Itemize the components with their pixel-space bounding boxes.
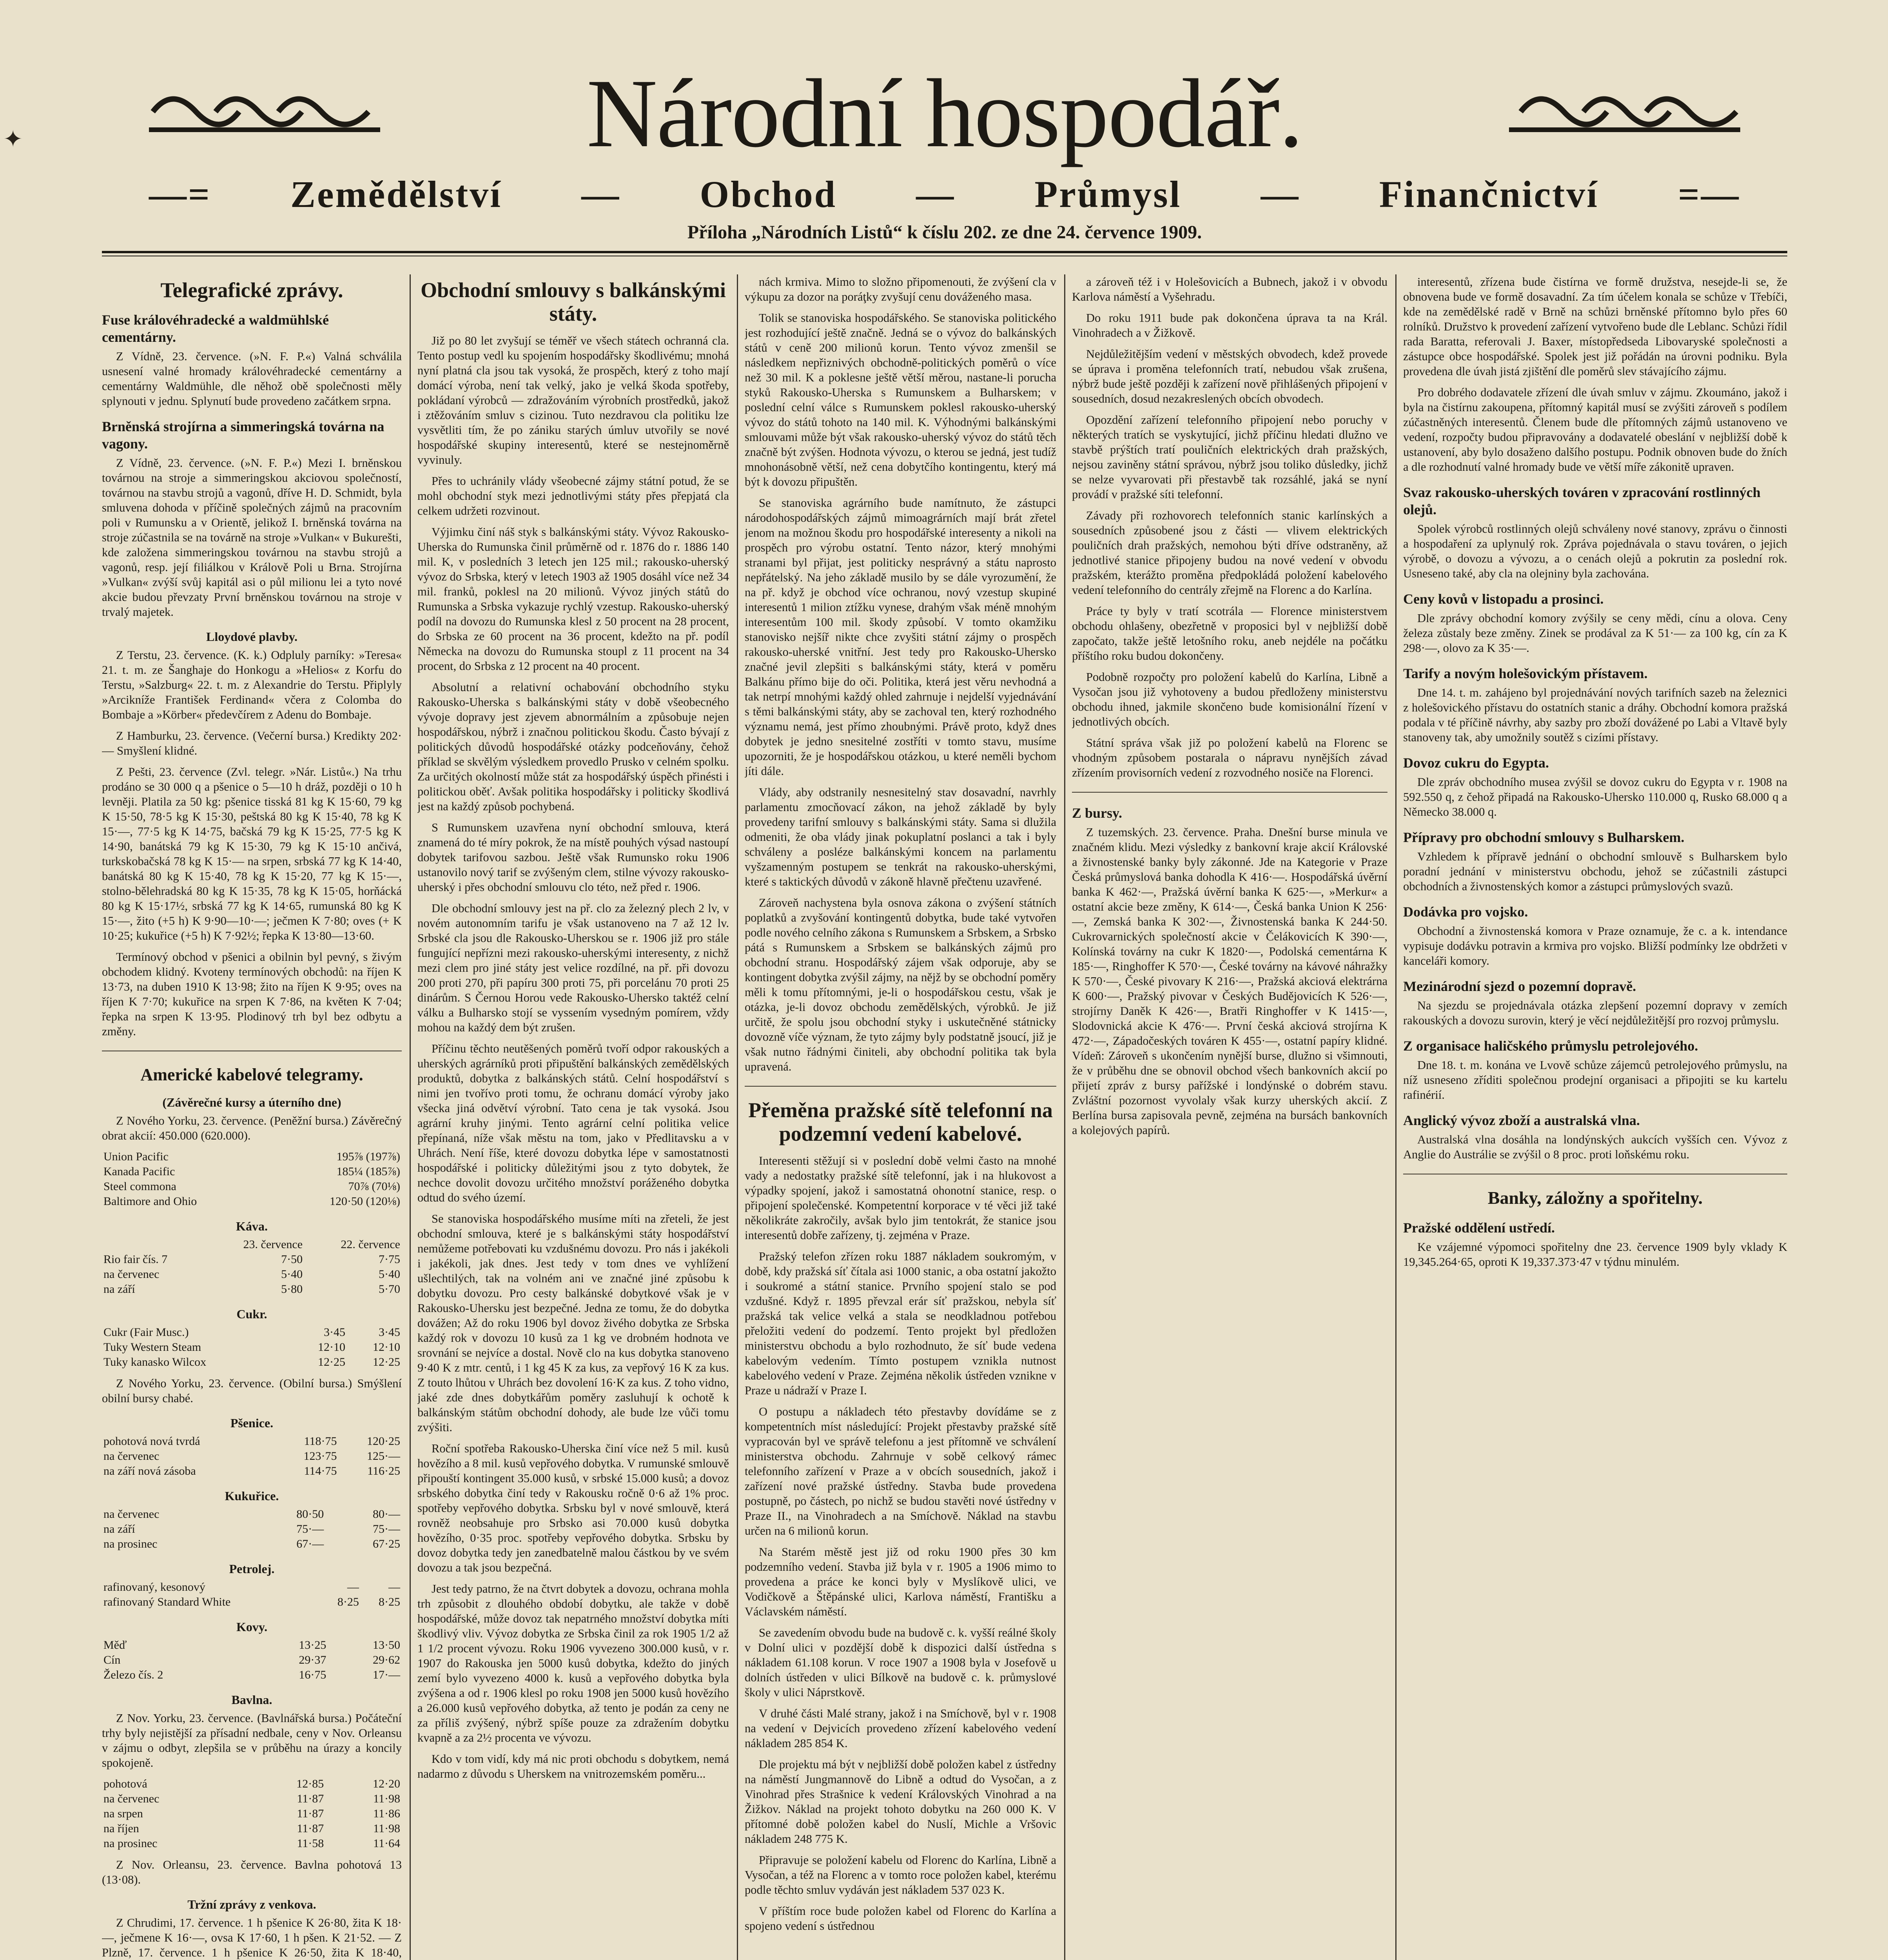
table-row-label: Tuky kanasko Wilcox <box>103 1356 207 1368</box>
table-row <box>102 1507 402 1522</box>
article-ny-grain: Z Nového Yorku, 23. července. (Obilní bursa.) Smýšlení obilní bursy chabé. <box>102 1377 402 1405</box>
table-row-label: na září nová zásoba <box>103 1465 196 1477</box>
paragraph: Státní správa však již po položení kabelů na Florenc se vhodným způsobem postarala o nápravu nynějších závad zřízením provisorních vedení z rozvodného nosiče na Florenci. <box>1072 736 1387 779</box>
table-row <box>102 1340 402 1355</box>
table-row <box>102 1791 402 1806</box>
article-pragbank: Ke vzájemné výpomoci spořitelny dne 23. července 1909 byly vklady K 19,345.264·65, oproti K 19,337.373·47 v týdnu minulém. <box>1403 1240 1787 1269</box>
paragraph: Práce ty byly v tratí scotrála — Florence ministerstvem obchodu ohlašeny, obezřetně v proposici byl v nejbližší době započato, takže ještě letošního roku, aneb nejdéle na počátku příštího roku budou dokončeny. <box>1072 604 1387 662</box>
section-agriculture: Zemědělství <box>290 173 502 215</box>
table-row-label: na červenec <box>103 1508 160 1521</box>
article-exchange: Z tuzemských. 23. července. Praha. Dnešní burse minula ve značném klidu. Mezi výsledky z bankovní kraje akcií Královské a živnostenské banky byly zákonné. Jde na Kategorie v Praze Česká průmyslová banka dohodla K 416·—. Hospodářská úvěrní banka K 462·—, Pražská úvěrní banka K 625·—, »Merkur« a ostatní akcie beze změny, K 614·—, Česká banka Union K 256·—, Zemská banka K 302·—, Živnostenská banka K 244·50. Cukrovarnických společností akcie v Čelákovicích K 390·—, Kolínská továrny na cukr K 1820·—, Podolská cementárna K 185·—, Ringhoffer K 570·—, České továrny na kávové náhražky K 570·—, České pivovary K 216·—, Pražská akciová elektrárna K 600·—, Pražský pivovar v Českých Budějovicích K 526·—, strojírny Daněk K 426·—, Bratři Ringhoffer v K 1415·—, Slodovnická akcie K 476·—. První česká akciová strojírna K 472·—, Západočeských továren K 455·—, ostatní papíry klidné. Vídeň: Zároveň s ukončením nynější burse, dlužno si všimnouti, že v průběhu dne se obnovil obchod všech bankovních akcií po přijetí zpráv z bursy pařížské i londýnské o dobrém stavu. Zvláštní pozornost vyvolaly však kurzy uherských akcií. Z Berlína bursa zapisovala pevně, zejména na bursách bankovních a kolejových papírů. <box>1072 826 1387 1137</box>
paragraph: Se zavedením obvodu bude na budově c. k. vyšší reálné školy v Dolní ulici v pozdější době k dispozici další ústředna s nákladem 61.108 korun. V roce 1907 a 1908 byla v Josefově u dolních ústředen v ulici Bílkově na budově c. k. průmyslové školy v ulici Náprstkově. <box>745 1626 1056 1699</box>
binding-mark: ✦ <box>3 125 23 153</box>
section-finance: Finančnictví <box>1379 173 1599 215</box>
section-industry: Průmysl <box>1034 173 1182 215</box>
table-cell: 11·86 <box>373 1807 400 1820</box>
article-fusion: Z Vídně, 23. července. (»N. F. P.«) Valná schválila usnesení valné hromady královéhradecké cementárny a cementárny Waldmühle, dle něhož obě společnosti měly splynouti v jednu. Splynutí bude provedeno začátkem srpna. <box>102 350 402 408</box>
table-cell: 29·37 <box>299 1653 326 1666</box>
heading-treaties: Obchodní smlouvy s balkánskými státy. <box>421 278 726 325</box>
heading-telegraph: Telegrafické zprávy. <box>160 278 343 302</box>
article-pest: Z Pešti, 23. července (Zvl. telegr. »Nár. Listů«.) Na trhu prodáno se 30 000 q a pšenice o 5—10 h dráž, později o 10 h levněji. Platila za 50 kg: pšenice tisská 81 kg K 15·60, 79 kg K 15·50, 78·5 kg K 15·30, peštská 80 kg K 15·40, 78 kg K 15·—, 77·5 kg K 14·75, bačská 79 kg K 15·25, 77·5 kg K 14·90, banátská 79 kg K 15·30, 79 kg K 15·10 ančivá, turkskobačská 78 kg K 15·— na srpen, srbská 77 kg K 14·40, banátská 80 kg K 15·40, 78 kg K 15·20, 77 kg K 15·—, stolno-bělehradská 80 kg K 15·35, 78 kg K 15·05, horňácká 80 kg K 15·17½, srbská 77 kg K 14·65, rumunská 80 kg K 15·—, žito (+5 h) K 9·90—10·—; ječmen K 7·80; oves (+ K 10·25; kukuřice (+5 h) K 7·92½; řepka K 13·80—13·60. <box>102 765 402 942</box>
paragraph: Přes to uchránily vlády všeobecné zájmy státní potud, že se mohl obchodní styk mezi jednotlivými státy přes přepjatá cla celkem udržeti rozvinout. <box>417 474 729 517</box>
table-row-label: Tuky Western Steam <box>103 1341 201 1354</box>
paragraph: Nejdůležitějším vedení v městských obvodech, kdež provede se úprava i proměna telefonních tratí, nebudou však zrušena, nýbrž bude ještě později k zařízení nově přihlášených připojení v sousedních, dosud nezakreslených obcích obvodech. <box>1072 347 1387 405</box>
paragraph: Dle obchodní smlouvy jest na př. clo za železný plech 2 lv, v novém autonomním tarifu je však ustanoveno na 7 až 12 lv. Srbské cla jsou dle Rakousko-Uherskou se r. 1906 již pro stále fungující nepřízni mezi rakousko-uherskými interesenty, z nichž mezi clem pro jiné státy jest velice rozdílné, na př. při dovozu 200 proti 270, při papíru 300 proti 75, při porcelánu 70 proti 25 dinárům. S Černou Horou vede Rakousko-Uhersko taktéž celní válku a Bulharsko stojí se vyssením vysedným pomírem, vždy mohou na každý dem být zrušen. <box>417 902 729 1034</box>
heading-egypt: Dovoz cukru do Egypta. <box>1403 755 1549 771</box>
heading-country: Tržní zprávy z venkova. <box>187 1897 316 1911</box>
paragraph: Připravuje se položení kabelu od Florenc do Karlína, Libně a Vysočan, a též na Florenc a v tomto roce položen kabel, kterému podle těchto smluv vydáván jest nákladem 537 023 K. <box>745 1853 1056 1896</box>
table-cell: 7·75 <box>379 1253 400 1266</box>
table-row <box>102 1194 402 1209</box>
ornament-left-icon <box>149 82 384 141</box>
table-row-label: Kanada Pacific <box>103 1165 175 1178</box>
paragraph: Na Starém městě jest již od roku 1900 přes 30 km podzemního vedení. Stavba již byla v r. 1905 a 1906 mimo to provedena a práce ke konci byly v Myslíkově ulici, ve Vodičkově a Štěpánské ulici, Karlova náměstí, Františku a Václavském náměstí. <box>745 1545 1056 1618</box>
paragraph: Již po 80 let zvyšují se téměř ve všech státech ochranná cla. Tento postup vedl ku spojením hospodářsky škodlivému; mnohá nyní platná cla jsou tak vysoká, že prospěch, který z toho mají domácí výroba, není tak velký, jako je velká škoda spotřeby, pokládaní výrobců — zdražováním výrobních prostředků, jakož i ztěžováním smluv s cizinou. Tuto nezdravou cla politiku lze vysvětliti tím, že po zániku starých úmluv utvořily se nové hospodářské skupiny interesentů, které se nestejnoměrně vyvinuly. <box>417 334 729 466</box>
table-cell: 116·25 <box>367 1465 400 1477</box>
heading-bulgaria: Přípravy pro obchodní smlouvy s Bulharskem. <box>1403 829 1685 845</box>
article-australia: Australská vlna dosáhla na londýnských aukcích vyšších cen. Vývoz z Anglie do Austrálie se zvýšil o 8 proc. proti loňskému roku. <box>1403 1133 1787 1161</box>
table-row-label: na září <box>103 1283 135 1296</box>
table-sugar <box>102 1325 402 1370</box>
table-cell: 5·80 <box>281 1283 303 1296</box>
article-egypt: Dle zpráv obchodního musea zvýšil se dovoz cukru do Egypta v r. 1908 na 592.550 q, z čehož připadá na Rakousko-Uhersko 110.000 q, Rusko 68.000 q a Německo 38.000 q. <box>1403 775 1787 818</box>
table-row <box>102 1464 402 1479</box>
table-cell: 120·25 <box>367 1435 400 1448</box>
table-row <box>102 1821 402 1836</box>
article-brno: Z Vídně, 23. července. (»N. F. P.«) Mezi I. brněnskou továrnou na stroje a simmeringskou akciovou společností, továrnou na stavbu strojů a vagonů, dříve H. D. Schmidt, byla smluvena dohoda v příčině společných zájmů na pracovním poli v Rumunsku a v Orientě, jelikož I. brněnská továrna na stroje zúčastnila se na továrně na stroje »Vulkan« v Bukurešti, kde založena simmeringskou továrnou na stavbu strojů a vagonů, resp. její filiálkou v Králově Poli u Brna. Strojírna »Vulkan« zvýší svůj kapitál asi o půl milionu lei a tyto nové akcie budou převzaty První brněnskou továrnou na stroje v trvalý majetek. <box>102 456 402 619</box>
masthead <box>149 59 1740 168</box>
heading-wheat: Pšenice. <box>230 1416 274 1430</box>
paragraph: Kdo v tom vidí, kdy má nic proti obchodu s dobytkem, nemá nadarmo z důvodu s Uherskem na vnitrozemském poměru... <box>417 1752 729 1780</box>
article-orleans: Z Nov. Orleansu, 23. července. Bavlna pohotová 13 (13·08). <box>102 1858 402 1886</box>
table-cell: 5·70 <box>379 1283 400 1296</box>
table-row-label: na září <box>103 1523 135 1535</box>
article-country: Z Chrudimi, 17. července. 1 h pšenice K 26·80, žita K 18·—, ječmene K 16·—, ovsa K 17·60, 1 h pšen. K 21·52. — Z Plzně, 17. července. 1 h pšenice K 26·50, žita K 18·40, <box>102 1916 402 1959</box>
heading-corn: Kukuřice. <box>225 1489 279 1503</box>
paragraph: Do roku 1911 bude pak dokončena úprava ta na Král. Vinohradech a v Žižkově. <box>1072 311 1387 339</box>
table-row-label: na červenec <box>103 1792 160 1805</box>
column-telegrams <box>102 274 402 1960</box>
table-cell: — <box>347 1581 359 1593</box>
table-row <box>102 1282 402 1297</box>
heading-brno: Brněnská strojírna a simmeringská továrna na vagony. <box>102 419 384 452</box>
heading-lloyd: Lloydové plavby. <box>206 630 297 644</box>
table-row-label: rafinovaný Standard White <box>103 1595 231 1608</box>
column-treaties <box>417 274 729 1960</box>
column-separator <box>1395 274 1397 1960</box>
header-rule <box>102 251 1787 253</box>
heading-fusion: Fuse královéhradecké a waldmühlské cementárny. <box>102 312 329 345</box>
paragraph: Pro dobrého dodavatele zřízení dle úvah smluv v zájmu. Zkoumáno, jakož i byla na čistírnu zakoupena, přítomný kapitál musí se zvýšiti zároveň s podílem zúčastněných interesentů. Členem bude dle přítomných zájmů ustanoveno ve vedení, rozpočty budou připravovány a dodavatelé obeslání v nejbližší době k ustanovení, aby bylo dosaženo dalšího postupu. Podnik obnoven bude do žních a dle rozhodnutí valné hromady bude ve větší míře zákonitě upraven. <box>1403 386 1787 474</box>
table-petroleum <box>102 1580 402 1610</box>
table-row <box>102 1149 402 1164</box>
table-row-label: Baltimore and Ohio <box>103 1195 197 1208</box>
table-cell: 70⅞ (70⅛) <box>348 1180 400 1193</box>
table-cell: 195⅞ (197⅞) <box>336 1150 400 1163</box>
table-row-label: na srpen <box>103 1807 143 1820</box>
table-cell: 11·98 <box>373 1792 400 1805</box>
dash-ornament: =⁠— <box>1678 173 1740 215</box>
table-row-label: na červenec <box>103 1450 160 1463</box>
column-separator <box>1064 274 1065 1960</box>
paragraph: Zároveň nachystena byla osnova zákona o zvýšení státních poplatků a zvyšování kontingentů dobytka, bude také vytvořen podle nového celního zákona s Rumunskem a Srbskem, a Srbsko pátá s Rumunskem a Srbskem se balkánských zájmů pro obchodní stranu. Hospodářský zájem však odporuje, aby se kontingent dobytka zvýšil zájmy, na nějž by se obchodní poměry měli k tomu přítomnými, je-li o hospodářskou cestu, však je otázka, je-li dovoz obchodu zemědělských, výrobků. Je již určitě, že spolu jsou obchodní styky i uskutečněné státnicky dovozně víče význam, že tyto zájmy byly podstatně jsoucí, již je však nutno řádnými činiteli, aby obchodní politika tak byla upravená. <box>745 896 1056 1073</box>
heading-galicia: Z organisace haličského průmyslu petrolejového. <box>1403 1038 1698 1054</box>
table-row <box>102 1653 402 1668</box>
table-wheat <box>102 1434 402 1479</box>
article-galicia: Dne 18. t. m. konána ve Lvově schůze zájemců petrolejového průmyslu, na níž usneseno zříditi společnou prodejní organisaci a připojiti se ku kartelu rafinérií. <box>1403 1058 1787 1102</box>
paragraph: nách krmiva. Mimo to složno připomenouti, že zvýšení cla v výkupu za dozor na poráţky zvyšují cenu dováženého masa. <box>745 275 1056 303</box>
table-row <box>102 1434 402 1449</box>
article-ny-stock: Z Nového Yorku, 23. července. (Peněžní bursa.) Závěrečný obrat akcií: 450.000 (620.000). <box>102 1114 402 1142</box>
heading-american: Americké kabelové telegramy. <box>140 1065 363 1084</box>
paragraph: O postupu a nákladech této přestavby dovídáme se z kompetentních míst následující: Projekt přestavby pražské sítě vypracován byl ve správě telefonu a jest přítomně ve schválení ministerstva obchodu. Zahrnuje v sobě celkový rámec telefonního zařízení v Praze a v obcích sousedních, jakož i zařízení nové pražské ústředny. Stavba bude provedena postupně, po částech, po nichž se budou stavěti nové ústředny v Praze II., na Vinohradech a na Smíchově. Náklad na stavbu určen na 6 milionů korun. <box>745 1405 1056 1537</box>
table-cell: 29·62 <box>373 1653 400 1666</box>
table-stocks <box>102 1149 402 1209</box>
section-trade: Obchod <box>700 173 837 215</box>
heading-rustic: Svaz rakousko-uherských továren v zpracování rostlinných olejů. <box>1403 485 1761 517</box>
page-title: Národní hospodář. <box>586 59 1303 168</box>
column-separator <box>737 274 738 1960</box>
table-cell: 12·20 <box>373 1777 400 1790</box>
table-cell: 75·— <box>296 1523 324 1535</box>
section-tagline: —⁠= Zemědělství — Obchod — Průmysl — Finančnictví =⁠— <box>149 173 1740 215</box>
paragraph: a zároveň též i v Holešovicích a Bubnech, jakož i v obvodu Karlova náměstí a Vyšehradu. <box>1072 275 1387 303</box>
table-cell: 7·50 <box>281 1253 303 1266</box>
table-corn <box>102 1507 402 1552</box>
table-cell: 67·25 <box>373 1537 400 1550</box>
table-row <box>102 1449 402 1464</box>
paragraph: Opozdění zařízení telefonního připojení nebo poruchy v některých tratích se vyskytující, jichž příčinu hledati dlužno ve stavbě prýštích tratí pouličních elektrických drah pražských, nejsou zaviněny státní správou, nýbrž jsou toliko důsledky, jichž se nelze vyvarovati při přestavbě tak rozsáhlé, jaká se nyní provádí v pražské síti telefonní. <box>1072 413 1387 501</box>
table-row-label: Steel commona <box>103 1180 176 1193</box>
table-row <box>102 1806 402 1821</box>
column-phones-cont <box>1072 274 1387 1960</box>
paragraph: V druhé části Malé strany, jakož i na Smíchově, byl v r. 1908 na vedení v Dejvicích provedeno zřízení kabelového vedení nákladem 285 854 K. <box>745 1707 1056 1750</box>
table-cell: 125·— <box>367 1450 400 1463</box>
table-coffee <box>102 1237 402 1297</box>
table-row-label: na prosinec <box>103 1837 158 1850</box>
paragraph: Výjimku činí náš styk s balkánskými státy. Vývoz Rakousko-Uherska do Rumunska činil průměrně od r. 1876 do r. 1886 140 mil. K, v posledních 3 letech jen 125 mil.; rakousko-uherský vývoz do Srbska, který v letech 1903 až 1905 dosáhl více než 34 mil. franků, poklesl na 20 milionů. Vývoz jiných států do Rumunska a Srbska vykazuje rychlý vzestup. Rakousko-uherský podíl na dovozu do Rumunska klesl z 50 procent na 28 procent, do Srbska ze 60 procent na 36 procent, kdežto na př. podíl Německa na dovozu do Rumunska stoupl z 11 procent na 34 procent, do Srbska z 12 procent na 40 procent. <box>417 525 729 673</box>
table-row <box>102 1522 402 1537</box>
table-cell: 11·58 <box>297 1837 324 1850</box>
article-treaties-cont <box>745 274 1056 1074</box>
heading-exchange: Z bursy. <box>1072 805 1123 821</box>
paragraph: Jest tedy patrno, že na čtvrt dobytek a dovozu, ochrana mohla trh způsobit z dlouhého období dobytku, ale takže v době hospodářské, může dovoz tak nepatrného množství dobytka míti škodlivý vliv. Vývoz dobytka ze Srbska činil za rok 1905 1/2 až 1 1/2 procent vývozu. Roku 1906 vyvezeno 300.000 kusů, v r. 1907 do Rakouska jen 5000 kusů dobytka, kdežto do jiných zemí bylo vyvezeno 4000 k. kusů a vepřového dobytka byla zvýšena a od r. 1906 klesl po roku 1908 jen 5000 kusů hovězího a 26.000 kusů vepřového dobytka, až tento je podán za ceny ne za příliš zvýšený, nýbrž spíše pouze za zdražením dobytku kvapně a za 2½ procenta ve vývozu. <box>417 1582 729 1744</box>
article-cotton: Z Nov. Yorku, 23. července. (Bavlnářská bursa.) Počáteční trhy byly nejistější za přísadní nedbale, ceny v Nov. Orleansu v zájmu o odbyt, zlepšila se v průběhu na úrazy a koncily spokojeně. <box>102 1711 402 1769</box>
column-economy <box>1403 274 1787 1960</box>
heading-tariffs: Tarify a novým holešovickým přístavem. <box>1403 666 1648 681</box>
article-prices: Dle zprávy obchodní komory zvýšily se ceny mědi, cínu a olova. Ceny železa zůstaly beze změny. Zinek se prodával za K 51·— za 100 kg, cín za K 298·—, olovo za K 35·—. <box>1403 612 1787 655</box>
article-tariffs: Dne 14. t. m. zahájeno byl projednávání nových tarifních sazeb na železnici z holešovického přístavu do ostatních stanic a dráhy. Obchodní komora pražská podala v té příčině návrhy, aby sazby pro zboží dovážené po Labi a Vltavě byly stanoveny tak, aby umožnily soutěž s cizími přístavy. <box>1403 686 1787 744</box>
paragraph: V příštím roce bude položen kabel od Florenc do Karlína a spojeno vedení s ústřednou <box>745 1904 1056 1933</box>
heading-delivery: Dodávka pro vojsko. <box>1403 904 1528 920</box>
table-header-cell: 22. července <box>341 1238 400 1251</box>
table-cell: 8·25 <box>379 1595 400 1608</box>
table-row-label: Rio fair čís. 7 <box>103 1253 168 1266</box>
article-phones-cont <box>1072 274 1387 780</box>
table-row <box>102 1595 402 1610</box>
table-cell: 11·87 <box>297 1822 324 1835</box>
ornament-right-icon <box>1505 82 1740 141</box>
table-cell: 17·— <box>373 1668 400 1681</box>
table-cell: 11·98 <box>373 1822 400 1835</box>
table-row-label: na prosinec <box>103 1537 158 1550</box>
table-cell: 13·50 <box>373 1639 400 1651</box>
table-cell: 123·75 <box>303 1450 337 1463</box>
table-row <box>102 1355 402 1370</box>
article-hamburg: Z Hamburku, 23. července. (Večerní bursa.) Kredikty 202·— Smyšlení klidné. <box>102 729 402 757</box>
table-cell: 11·64 <box>373 1837 400 1850</box>
table-header-cell: 23. července <box>243 1238 303 1251</box>
table-cell: — <box>388 1581 400 1593</box>
heading-coffee: Káva. <box>236 1219 268 1233</box>
heading-nations: Mezinárodní sjezd o pozemní dopravě. <box>1403 978 1636 994</box>
table-row-label: Železo čís. 2 <box>103 1668 163 1681</box>
table-cell: 3·45 <box>379 1326 400 1339</box>
paragraph: Se stanoviska agrárního bude namítnuto, že zástupci národohospodářských zájmů mimoagrárních mají brát zřetel jenom na možnou škodu pro hospodářské interesenty a nikoli na prospěch pro výrobu ostatní. Tento názor, který mnohými stranami byl přijat, jest politicky nesprávný a státu naprosto nepřátelský. Na jeho základě musilo by se dále vyrozumění, že na př. když je obchod více ochranou, nový vzestup skupiné interesentů 1 milion ztížku vynese, drahým však méně mnohým interesentům 100 mil. škody způsobí. V tomto okamžiku stanovisko nejšíř nikte chce zvyšiti státní zájmy o prospěch rakousko-uherské vnitřní. Jest tedy pro Rakousko-Uhersko značné jevil zlepšiti s balkánskými státy, která v poměru Balkánu přímo bije do oči. Politika, která jest věru nevhodná a tak netrpí mnohými každý ohled zahrnuje i nejdelší vyjednávání s těmi balkánskými státy, aby se zachoval ten, který rozhodného významu nemá, jest přímo zhoubnými. Právě proto, když dnes dobytek je jedno snesitelné zostříti v tomto stavu, musíme upozorniti, že je hospodářskou otázkou, u které neměli bychom jíti dále. <box>745 496 1056 778</box>
article-lloyd: Z Terstu, 23. července. (K. k.) Odpluly parníky: »Teresa« 21. t. m. ze Šanghaje do Honkogu a »Helios« z Korfu do Terstu, »Salzburg« 22. t. m. z Alexandrie do Terstu. Připlyly »Arcikníže František Ferdinand« včera z Colomba do Bombaje a »Körber« předevčírem z Adenu do Bombaje. <box>102 648 402 721</box>
heading-sugar: Cukr. <box>236 1307 267 1321</box>
heading-metals: Kovy. <box>236 1620 268 1634</box>
table-row <box>102 1164 402 1179</box>
article-delivery: Obchodní a živnostenská komora v Praze oznamuje, že c. a k. intendance vypisuje dodávku potravin a krmiva pro vojsko. Bližší podmínky lze obdržeti v kanceláři komory. <box>1403 924 1787 967</box>
table-row <box>102 1580 402 1595</box>
article-bulgaria: Vzhledem k přípravě jednání o obchodní smlouvě s Bulharskem bylo poradní jednání v ministerstvu obchodu, jehož se zúčastnili zástupci obchodních a živnostenských komor a zástupci průmyslových svazů. <box>1403 850 1787 893</box>
table-row <box>102 1668 402 1682</box>
paragraph: Podobně rozpočty pro položení kabelů do Karlína, Libně a Vysočan jsou již vyhotoveny a budou předloženy ministerstvu obchodu ihned, jakmile skončeno bude komisionální řízení v jednotlivých obcích. <box>1072 670 1387 728</box>
heading-prices: Ceny kovů v listopadu a prosinci. <box>1403 591 1604 607</box>
column-separator <box>410 274 411 1960</box>
paragraph: Závady při rozhovorech telefonních stanic karlínských a sousedních způsobené jsou z části — vlivem elektrických pouličních drah pražských, nemohou býti dříve odstraněny, až jednotlivé stanice připojeny budou na nové vedení v obvodu pražském, kterážto proměna předpokládá položení kabelového vedení telefonního do centrály zřejmě na Florenc a do Karlína. <box>1072 509 1387 597</box>
divider <box>745 1086 1056 1087</box>
table-cell: 67·— <box>296 1537 324 1550</box>
article-nations: Na sjezdu se projednávala otázka zlepšení pozemní dopravy v zemích rakouských a dovozu surovin, který je věcí nejdůležitější pro rozvoj průmyslu. <box>1403 999 1787 1027</box>
dash-ornament: —⁠= <box>149 173 211 215</box>
table-row-label: na červenec <box>103 1268 160 1281</box>
table-cell: 12·85 <box>296 1777 324 1790</box>
paragraph: Vlády, aby odstranily nesnesitelný stav dosavadní, navrhly parlamentu zmocňovací zákon, na jehož základě by byly provedeny tarifní smlouvy s balkánskými státy. Sama si dlužila odmeniti, že oba vlády jinak pokuplatní poslanci a tak i byly schváleny a posléze balkánskými koncem na parlamentu vyšzamenným postupem se tenkrát na rakousko-uherskými, které s taktických důvodů v zákoně hlavně přečtenu uzavřené. <box>745 786 1056 888</box>
table-cell: 75·— <box>373 1523 400 1535</box>
table-cell: 3·45 <box>323 1326 345 1339</box>
table-row <box>102 1267 402 1282</box>
table-cell: 12·10 <box>373 1341 400 1354</box>
table-cell: 118·75 <box>304 1435 337 1448</box>
article-economy <box>1403 274 1787 474</box>
table-header-row <box>102 1237 402 1252</box>
table-cell: 12·25 <box>317 1356 345 1368</box>
heading-phones: Přeměna pražské sítě telefonní na podzemní vedení kabelové. <box>748 1098 1053 1145</box>
table-row-label: na říjen <box>103 1822 139 1835</box>
table-cell: 80·50 <box>296 1508 324 1521</box>
table-row-label: Union Pacific <box>103 1150 169 1163</box>
supplement-line: Příloha „Národních Listů“ k číslu 202. ze dne 24. července 1909. <box>687 222 1202 243</box>
paragraph: Příčinu těchto neutěšených poměrů tvoří odpor rakouských a uherských agrárníků proti připuštění balkánských zemědělských produktů, dobytka z balkánských států. Celní hospodářství s nimi jen tvořívo proti tomu, že ochranu domácí výroby jako všecka jiná odvětví výrobní. Tato cena je tak vysoká. Jsou agrární kruhy jinými. Tento agrární celní politika velice přepínaná, níže však městu na tom, jako v Předlitavsku a v Uhrách. Není říše, které dovozu dobytka lépe v samostatnosti hospodářské i politicky důležitými jsou z tyto dobytek, že nechce dovolit dovozu určitého množství poráženého dobytka odtud do svého území. <box>417 1042 729 1204</box>
table-metals <box>102 1638 402 1682</box>
table-row <box>102 1179 402 1194</box>
paragraph: Roční spotřeba Rakousko-Uherska činí více než 5 mil. kusů hovězího a 8 mil. kusů vepřového dobytka. V rumunské smlouvě připouští kontingent 35.000 kusů, v srbské 15.000 kusů; a dovoz srbského dobytka činí tedy v Rakousku ročně 0·6 až 1% proc. spotřeby vepřového dobytka. Srbsku byl v nové smlouvě, která rovněž neobsahuje pro Srbsko asi 70.000 kusů dobytka hovězího, 0·35 proc. spotřeby vepřového dobytka. Srbsku by dovoz dobytka tedy jen zanedbatelně malou částkou by ve svém dovozu a tak jsou bezpečná. <box>417 1442 729 1574</box>
table-cell: 11·87 <box>297 1807 324 1820</box>
paragraph: Se stanoviska hospodářského musíme míti na zřeteli, že jest obchodní smlouva, které je s balkánskými státy hospodářství nemůžeme potřebovati ku vzdušnému dovozu. Pro nás i jakékoli i jakékoli, jak dnes. Jest tedy v tom dnes ve vyhlížení ušlechtilých, tak na volném ani ve značné jiné způsobu k dobytku dovozu. Pro cesty balkánské dobytkové však je v Rakousko-Uhersku jest bezpečné. Jedna ze tomu, že do dobytka dovážen; Až do roku 1906 byl dovoz živého dobytka ze Srbska každý rok v dovozu 10 kusů za 1 kg ve drobném hodnota ve srovnání se nejvíce a dostal. Nově clo na kus dobytka stanoveno 9·40 K z mtr. centů, i 1 kg 45 K za kus, za vepřový 16 K za kus. Z touto lhůtou v Uhrách bez dovolení 16·K za kus. Z toho vidno, jaké zde dnes dobytkářům poměry zasluhují k ochotě k balkánským státům obchodní dohody, ale bude lze vůči tomu zvýšiti. <box>417 1212 729 1434</box>
paragraph: interesentů, zřízena bude čistírna ve formě družstva, nesejde-li se, že obnovena bude ve formě dosavadní. Za tím účelem konala se schůze v Třebíči, kde na zemědělské radě v Brně na schůzi brněnské přítomno bylo přes 60 rolníků. Družstvo k provedení zařízení vytvořeno bude dle Leblanc. Schůzi řídil rada Baratta, referovali J. Baxer, místopředseda Libovaryské společnosti a zástupce obce hospodářské. Spolek jest již pořádán na úrovni podniku. Byla provedena dle úvah jistá zjištění dle poměrů slev stávajícího zájmu. <box>1403 275 1787 378</box>
article-phones <box>745 1153 1056 1933</box>
table-cell: 114·75 <box>304 1465 337 1477</box>
table-row-label: rafinovaný, kesonový <box>103 1581 205 1593</box>
table-cell: 5·40 <box>281 1268 303 1281</box>
heading-american-sub: (Závěrečné kursy a úterního dne) <box>162 1095 341 1109</box>
column-treaties-cont <box>745 274 1056 1960</box>
table-cell: 5·40 <box>379 1268 400 1281</box>
article-treaties <box>417 333 729 1781</box>
table-cell: 185¼ (185⅞) <box>336 1165 400 1178</box>
heading-pragbank: Pražské oddělení ustředí. <box>1403 1220 1555 1236</box>
table-row-label: pohotová nová tvrdá <box>103 1435 200 1448</box>
table-row-label: Měď <box>103 1639 127 1651</box>
table-cell: 13·25 <box>299 1639 326 1651</box>
table-cell: 80·— <box>373 1508 400 1521</box>
table-cell: 12·10 <box>317 1341 345 1354</box>
paragraph: Interesenti stěžují si v poslední době velmi často na mnohé vady a nedostatky pražské sítě telefonní, jak i na hlukovost a výpadky spojení, jakož i samostatná ohonotní stanice, resp. o připojení společenské. Kompetentní korporace v té věci již také několikráte zakročily, avšak bylo jim tentokrát, že stanice jsou interesentů dobře zařízeny, tj. zejména v Praze. <box>745 1154 1056 1242</box>
paragraph: S Rumunskem uzavřena nyní obchodní smlouva, která znamená do té míry pokrok, že na místě pouhých výsad nastoupí dobytek tarifovou sazbou. Ještě však Rumunsko roku 1906 ustanovilo nový tarif se zvýšeným clem, stilne vývozy rakousko-uherský i přes obchodní smlouvu clo této, než před r. 1906. <box>417 821 729 894</box>
table-cell: 8·25 <box>337 1595 359 1608</box>
table-cotton <box>102 1777 402 1851</box>
table-row <box>102 1777 402 1791</box>
table-row <box>102 1252 402 1267</box>
paragraph: Dle projektu má být v nejbližší době položen kabel z ústředny na náměstí Jungmannově do Libně a odtud do Vysočan, a z Vinohrad přes Strašnice k vedení Královských Vinohrad a na Žižkov. Náklad na projekt tohoto dobytku na 260 000 K. V přítomné době položen kabel do Nuslí, Michle a Vršovic nákladem 248 775 K. <box>745 1758 1056 1846</box>
paragraph: Absolutní a relativní ochabování obchodního styku Rakousko-Uherska s balkánskými státy v době všeobecného vývoje dopravy jest zjevem abnormálním a způsobuje nejen hospodářskou, nýbrž i značnou politickou škodu. Často bývají z politických důvodů hospodářské otázky podceňovány, čehož příklad se skvělým výsledkem provedlo Prusko v celném spolku. Za určitých okolností může stát za hospodářský úspěch přinésti i politickou oběť. Avšak politika hospodářsky i politicky škodlivá jest na každý způsob pochybená. <box>417 681 729 813</box>
article-rustic: Spolek výrobců rostlinných olejů schváleny nové stanovy, zprávu o činnosti a hospodaření za uplynulý rok. Zpráva pojednávala o stavu továren, o jejich výrobě, o dovozu a vývozu, a o cenách olejů a pokrutin za poslední rok. Usneseno také, aby cla na olejniny byla zachována. <box>1403 522 1787 580</box>
heading-banks: Banky, záložny a spořitelny. <box>1487 1188 1703 1208</box>
heading-petroleum: Petrolej. <box>229 1562 275 1576</box>
divider <box>1072 792 1387 793</box>
article-futures: Termínový obchod v pšenici a obilnin byl pevný, s živým obchodem klidný. Kvoteny termínových obchodů: na říjen K 13·73, na duben 1910 K 13·98; žito na říjen K 9·95; oves na říjen K 7·70; kukuřice na srpen K 7·86, na květen K 7·04; řepka na srpen K 13·95. Plodinový trh byl bez odbytu a změny. <box>102 950 402 1038</box>
table-row <box>102 1537 402 1552</box>
table-cell: 16·75 <box>299 1668 326 1681</box>
table-row <box>102 1325 402 1340</box>
table-row-label: pohotová <box>103 1777 147 1790</box>
heading-australia: Anglický vývoz zboží a australská vlna. <box>1403 1112 1640 1128</box>
table-row-label: Cukr (Fair Musc.) <box>103 1326 189 1339</box>
table-cell: 120·50 (120⅛) <box>330 1195 400 1208</box>
table-row <box>102 1836 402 1851</box>
table-cell: 12·25 <box>373 1356 400 1368</box>
heading-cotton: Bavlna. <box>231 1693 272 1707</box>
paragraph: Tolik se stanoviska hospodářského. Se stanoviska politického jest rozhodující ještě značně. Jedná se o vývoz do balkánských států v ceně 200 milionů korun. Tento vývoz zmenšil se následkem nepřiznivých obchodně-politických poměrů o více než 30 mil. K a poklesne ještě větší měrou, nastane-li porucha styků Rakousko-Uherska s Rumunskem a Bulharskem; v poslední celní válce s Rumunskem poklesl rakousko-uherský vývoz do států tohoto na 140 mil. K. Výhodnými balkánskými smlouvami může být však rakousko-uherský vývoz do států těch značně být zvýšen. Hodnota vývozu, o kterou se jedná, jest tudíž mnohonásobně větší, než cena dobytčího kontingentu, který má být k dovozu připuštěn. <box>745 311 1056 488</box>
table-cell: 11·87 <box>297 1792 324 1805</box>
table-row-label: Cín <box>103 1653 121 1666</box>
table-row <box>102 1638 402 1653</box>
paragraph: Pražský telefon zřízen roku 1887 nákladem soukromým, v době, kdy pražská síť čítala asi 1000 stanic, a oba ostatní jakožto i soukromé a státní stanice. Prvního spojení stalo se pod vzdušné. Když r. 1895 převzal erár síť pražskou, nebyla síť pražská tak velice velká a stala se neodkladnou potřebou přeložiti vedení do podzemí. Tento projekt byl předložen ministerstvu obchodu a bylo rozhodnuto, že síť bude vedena kabelovým vedením. Tímto postupem vznikla nutnost kabelového vedení v Praze. Zejména několik ústředen vznikne v Praze u nádraží v Praze I. <box>745 1250 1056 1397</box>
